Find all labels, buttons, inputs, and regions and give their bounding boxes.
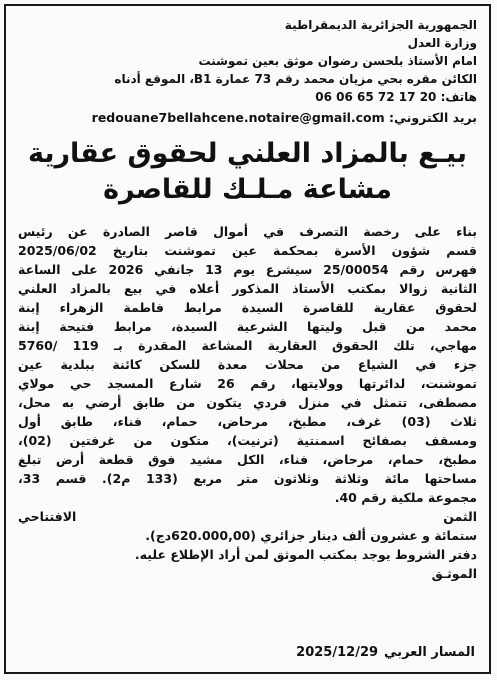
- title-line-1: بيـع بالمزاد العلني لحقوق عقارية: [27, 138, 467, 169]
- body-line: لحقوق عقارية للقاصرة السيدة مرابط فاطمة الزهراء إبنة: [18, 300, 477, 315]
- header-notary: امام الأستاذ بلحسن رضوان موثق بعين تموشنت: [198, 54, 477, 68]
- body-line: بناء على رخصة التصرف في أموال قاصر الصادرة عن رئيس: [18, 224, 477, 239]
- publication-date: 2025/12/29: [296, 645, 379, 660]
- body-line: مساحتها مائة وثلاثة وثلاثون متر مربع (133 م2). قسم 33،: [18, 471, 477, 486]
- body-line: مجموعة ملكية رقم 40.: [334, 490, 477, 505]
- phone-value: 20 17 72 65 06 06: [315, 90, 437, 104]
- body-line: فهرس رقم 25/00054 سيشرع يوم 13 جانفي 2026 على الساعة: [18, 262, 477, 277]
- body-line: ومسقف بصفائح اسمنتية (ترنيت)، متكون من غرفتين (02)،: [18, 433, 477, 448]
- phone-label: هاتف:: [440, 90, 477, 104]
- header-ministry: وزارة العدل: [407, 36, 477, 50]
- price-heading: الثمن الافتتاحي: [18, 509, 477, 524]
- header-block: [18, 16, 477, 128]
- title-block: [18, 136, 477, 208]
- price-text: ستمائة و عشرون ألف دينار جزائري (620.000,00دج).: [145, 528, 477, 543]
- body-line: الثانية زوالا بمكتب الأستاذ المذكور أعلاه في بيع بالمزاد العلني: [18, 281, 477, 296]
- conditions-text: دفتر الشروط يوجد بمكتب الموثق لمن أراد الإطلاع عليه.: [134, 547, 477, 562]
- title-line-2: مشاعة مـلـك للقاصرة: [103, 174, 392, 205]
- publication-footer: [20, 638, 475, 660]
- email-label: بريد الكتروني:: [389, 110, 477, 125]
- body-line: محمد من قبل وليتها الشرعية السيدة، مرابط فتيحة إبنة: [18, 319, 477, 334]
- notice-body: [18, 222, 477, 583]
- notary-signature: الموثـق: [431, 566, 477, 581]
- body-line: قسم شؤون الأسرة بمحكمة عين تموشنت بتاريخ 2025/06/02: [18, 243, 477, 258]
- email-value: redouane7bellahcene.notaire@gmail.com: [91, 110, 385, 125]
- newspaper-name: المسار العربي: [384, 645, 475, 660]
- body-line: مهاجي، تلك الحقوق العقارية المشاعة المقدرة بـ 119 /5760: [18, 338, 477, 353]
- body-line: تموشنت، لدائرتها وولايتها، رقم 26 شارع المسجد حي مولاي: [18, 376, 477, 391]
- header-address: الكائن مقره بحي مزيان محمد رقم 73 عمارة B1، الموقع أدناه: [114, 72, 477, 86]
- body-line: ثلاث (03) غرف، مطبخ، مرحاض، حمام، فناء، طابق أول: [18, 414, 477, 429]
- header-republic: الجمهورية الجزائرية الديمقراطية: [284, 18, 477, 32]
- body-line: مطبخ، حمام، مرحاض، فناء، الكل مشيد فوق قطعة أرض تبلغ: [18, 452, 477, 467]
- notice-frame: [4, 4, 491, 674]
- header-email: [18, 108, 477, 128]
- notice-content: [6, 6, 489, 583]
- body-line: جزء في الشياع من محلات معدة للسكن كائنة ببلدية عين: [18, 357, 477, 372]
- body-line: مصطفى، تتمثل في منزل فردي يتكون من طابق أرضي به محل،: [18, 395, 477, 410]
- header-phone: [18, 88, 477, 106]
